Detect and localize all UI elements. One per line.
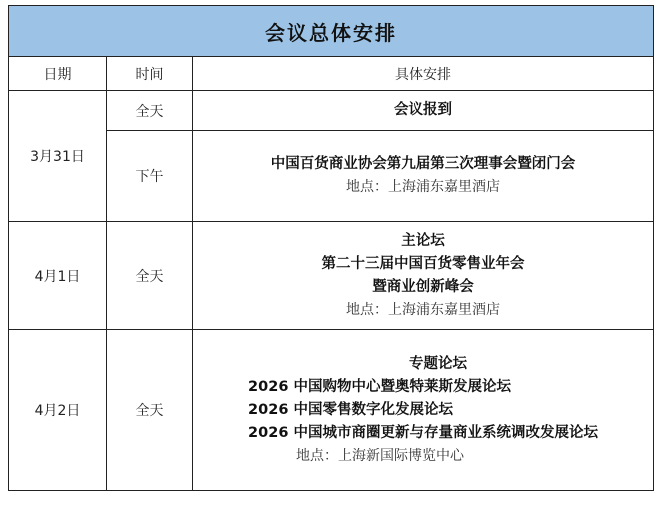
session-location: 地点：上海浦东嘉里酒店 [346, 179, 500, 195]
session-location: 地点：上海浦东嘉里酒店 [346, 301, 500, 318]
session-title: 主论坛 [401, 232, 445, 249]
forum-item: 2026 中国城市商圈更新与存量商业系统调改发展论坛 [248, 424, 598, 441]
time-cell: 全天 [107, 91, 193, 131]
forum-list [248, 376, 598, 468]
table-row [9, 91, 654, 131]
header-time: 时间 [107, 57, 193, 91]
time-cell: 下午 [107, 131, 193, 222]
session-title: 暨商业创新峰会 [372, 278, 474, 295]
session-title: 会议报到 [394, 102, 452, 118]
date-cell: 4月1日 [9, 222, 107, 330]
header-date: 日期 [9, 57, 107, 91]
session-title: 第二十三届中国百货零售业年会 [321, 255, 525, 272]
session-location: 地点：上海新国际博览中心 [296, 447, 465, 464]
schedule-table [8, 5, 654, 491]
detail-cell [193, 91, 654, 131]
forum-item: 2026 中国零售数字化发展论坛 [248, 401, 453, 418]
session-heading: 专题论坛 [409, 355, 467, 372]
time-cell: 全天 [107, 330, 193, 491]
detail-cell [193, 330, 654, 491]
forum-item: 2026 中国购物中心暨奥特莱斯发展论坛 [248, 378, 511, 395]
table-row [9, 222, 654, 330]
date-cell: 4月2日 [9, 330, 107, 491]
session-title: 中国百货商业协会第九届第三次理事会暨闭门会 [270, 156, 576, 172]
time-cell: 全天 [107, 222, 193, 330]
header-detail: 具体安排 [193, 57, 654, 91]
date-cell: 3月31日 [9, 91, 107, 222]
table-row [9, 330, 654, 491]
table-title: 会议总体安排 [9, 6, 654, 57]
detail-cell [193, 131, 654, 222]
detail-cell [193, 222, 654, 330]
